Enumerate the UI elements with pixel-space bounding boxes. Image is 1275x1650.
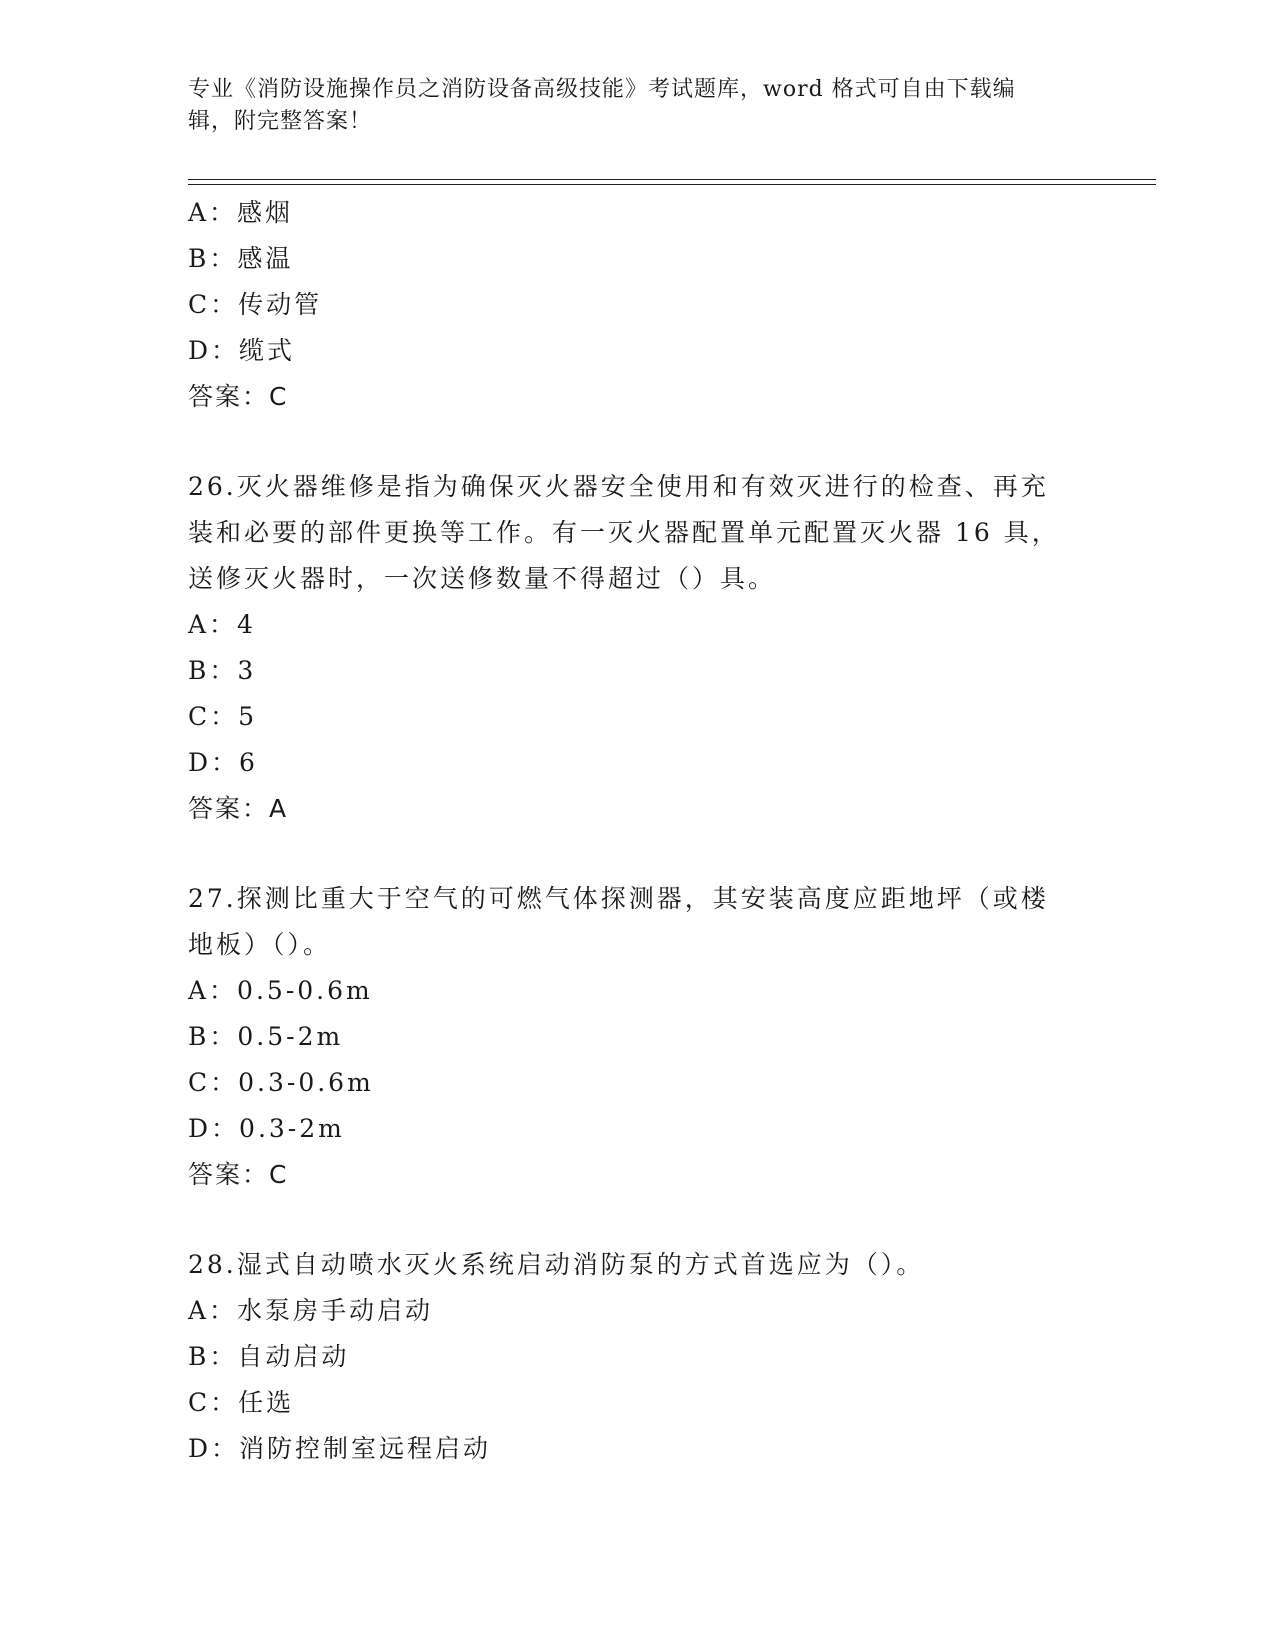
option-b: B：自动启动 xyxy=(188,1342,350,1371)
question-text-line: 28.湿式自动喷水灭火系统启动消防泵的方式首选应为（）。 xyxy=(188,1250,925,1279)
option-b: B：感温 xyxy=(188,244,294,273)
option-c: C：0.3-0.6m xyxy=(188,1068,374,1097)
option-d: D：缆式 xyxy=(188,336,296,365)
question-28 xyxy=(188,1242,1088,1472)
option-b: B：0.5-2m xyxy=(188,1022,344,1051)
option-c: C：5 xyxy=(188,702,258,731)
option-d: D：消防控制室远程启动 xyxy=(188,1434,492,1463)
option-b: B：3 xyxy=(188,656,257,685)
question-text-line: 27.探测比重大于空气的可燃气体探测器，其安装高度应距地坪（或楼 xyxy=(188,884,1049,913)
question-26 xyxy=(188,464,1088,832)
question-text xyxy=(188,876,1078,968)
option-a: A：0.5-0.6m xyxy=(188,976,373,1005)
question-27 xyxy=(188,876,1088,1198)
option-c: C：任选 xyxy=(188,1388,295,1417)
question-text-line: 26.灭火器维修是指为确保灭火器安全使用和有效灭进行的检查、再充 xyxy=(188,472,1049,501)
question-text-line: 地板）（）。 xyxy=(188,930,332,959)
option-a: A：4 xyxy=(188,610,256,639)
header-divider-top xyxy=(188,179,1156,180)
question-25 xyxy=(188,190,1088,420)
header-line-2: 辑，附完整答案！ xyxy=(188,109,373,134)
header-divider-bottom xyxy=(188,184,1156,185)
option-a: A：感烟 xyxy=(188,198,294,227)
question-list xyxy=(188,190,1088,1472)
option-c: C：传动管 xyxy=(188,290,323,319)
answer: 答案：A xyxy=(188,794,289,823)
question-text-line: 装和必要的部件更换等工作。有一灭火器配置单元配置灭火器 16 具， xyxy=(188,518,1060,547)
option-d: D：6 xyxy=(188,748,258,777)
answer: 答案：C xyxy=(188,1160,289,1189)
answer: 答案：C xyxy=(188,382,289,411)
option-a: A：水泵房手动启动 xyxy=(188,1296,434,1325)
question-text xyxy=(188,464,1078,602)
option-d: D：0.3-2m xyxy=(188,1114,345,1143)
question-text xyxy=(188,1242,1078,1288)
header-line-1: 专业《消防设施操作员之消防设备高级技能》考试题库，word 格式可自由下载编 xyxy=(188,77,1016,102)
document-header xyxy=(188,74,1068,138)
question-text-line: 送修灭火器时，一次送修数量不得超过（）具。 xyxy=(188,564,777,593)
